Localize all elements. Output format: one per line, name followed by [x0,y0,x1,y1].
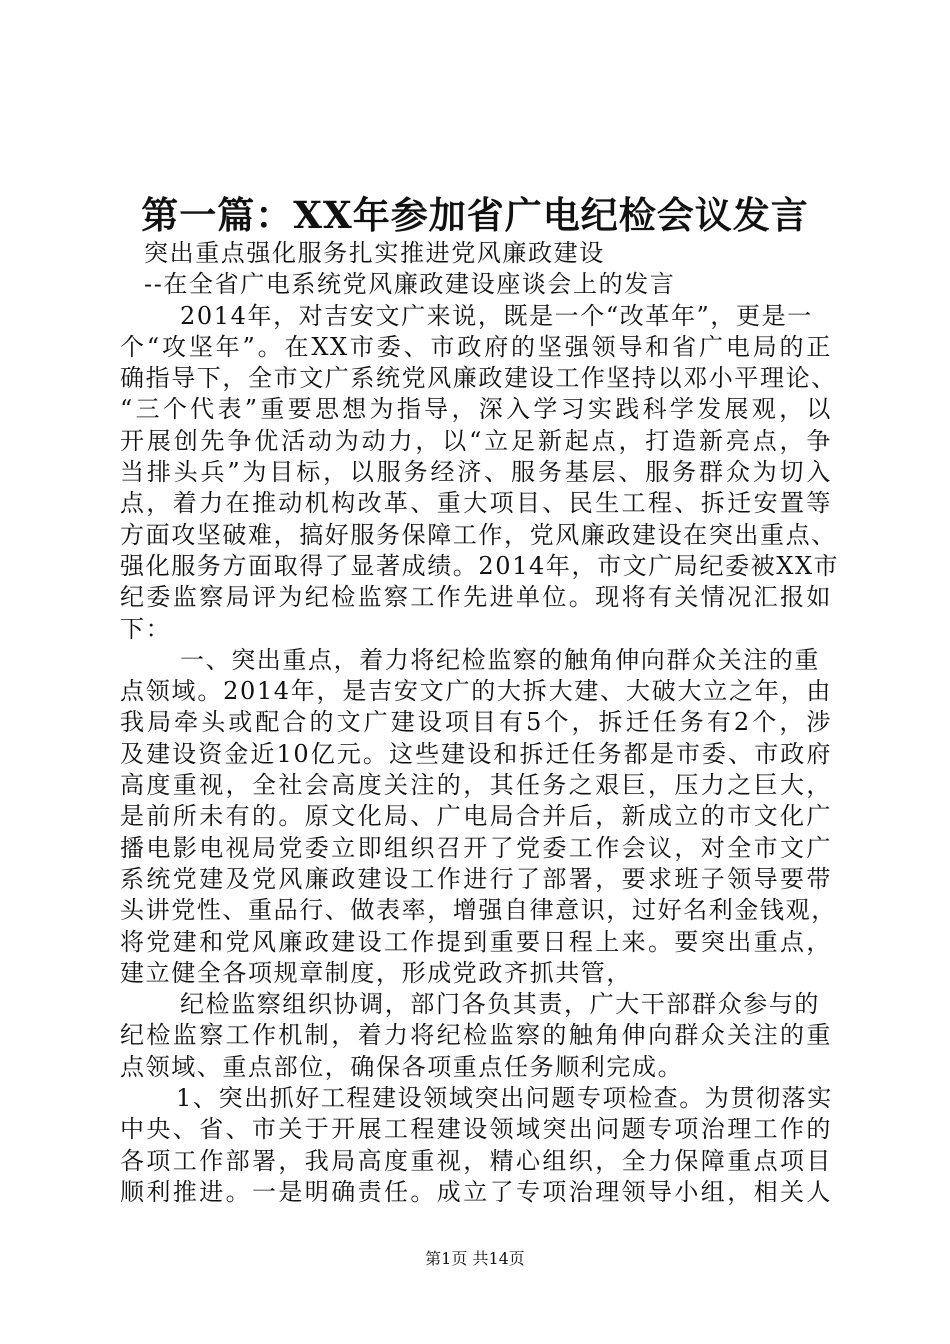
text-line: --在全省广电系统党风廉政建设座谈会上的发言 [144,270,676,299]
text-line: 系统党建及党风廉政建设工作进行了部署，要求班子领导要带 [120,864,832,893]
text-line: 及建设资金近10亿元。这些建设和拆迁任务都是市委、市政府 [120,739,832,768]
text-line: 点，着力在推动机构改革、重大项目、民生工程、拆迁安置等 [120,489,832,518]
text-line: 高度重视，全社会高度关注的，其任务之艰巨，压力之巨大， [120,771,832,800]
text-line: 纪检监察组织协调，部门各负其责，广大干部群众参与的 [180,990,820,1019]
text-line: 纪检监察工作机制，着力将纪检监察的触角伸向群众关注的重 [120,1021,832,1050]
text-line: 建立健全各项规章制度，形成党政齐抓共管， [120,958,632,987]
text-line: 是前所未有的。原文化局、广电局合并后，新成立的市文化广 [120,802,832,831]
text-line: 一、突出重点，着力将纪检监察的触角伸向群众关注的重 [180,645,820,674]
text-line: 点领域。2014年，是吉安文广的大拆大建、大破大立之年，由 [120,677,832,706]
text-line: 纪委监察局评为纪检监察工作先进单位。现将有关情况汇报如 [120,583,832,612]
text-line: 强化服务方面取得了显著成绩。2014年，市文广局纪委被XX市 [120,551,840,580]
text-line: 头讲党性、重品行、做表率，增强自律意识，过好名利金钱观， [120,896,837,925]
page-footer: 第1页 共14页 [425,1249,525,1268]
text-line: 突出重点强化服务扎实推进党风廉政建设 [144,239,605,267]
text-line: 顺利推进。一是明确责任。成立了专项治理领导小组，相关人 [120,1177,832,1206]
text-line: 确指导下，全市文广系统党风廉政建设工作坚持以邓小平理论、 [120,364,837,393]
document-body [120,238,840,1208]
text-line: 点领域、重点部位，确保各项重点任务顺利完成。 [120,1052,684,1081]
text-line: 各项工作部署，我局高度重视，精心组织，全力保障重点项目 [120,1146,832,1175]
text-line: 我局牵头或配合的文广建设项目有5个，拆迁任务有2个，涉 [120,708,832,737]
text-line: 方面攻坚破难，搞好服务保障工作，党风廉政建设在突出重点、 [120,520,837,549]
text-line: 下： [120,614,172,643]
text-line: 当排头兵”为目标，以服务经济、服务基层、服务群众为切入 [120,458,832,487]
text-line: 中央、省、市关于开展工程建设领域突出问题专项治理工作的 [120,1115,832,1144]
text-line: 个“攻坚年”。在XX市委、市政府的坚强领导和省广电局的正 [120,332,832,361]
text-line: 将党建和党风廉政建设工作提到重要日程上来。要突出重点， [120,927,832,956]
text-line: 开展创先争优活动为动力，以“立足新起点，打造新亮点，争 [120,426,832,455]
text-line: 1、突出抓好工程建设领域突出问题专项检查。为贯彻落实 [176,1084,833,1113]
text-line: 播电影电视局党委立即组织召开了党委工作会议，对全市文广 [120,833,832,862]
document-title: 第一篇：XX年参加省广电纪检会议发言 [141,193,809,237]
text-line: 2014年，对吉安文广来说，既是一个“改革年”，更是一 [180,301,813,330]
text-line: “三个代表”重要思想为指导，深入学习实践科学发展观，以 [120,395,832,424]
